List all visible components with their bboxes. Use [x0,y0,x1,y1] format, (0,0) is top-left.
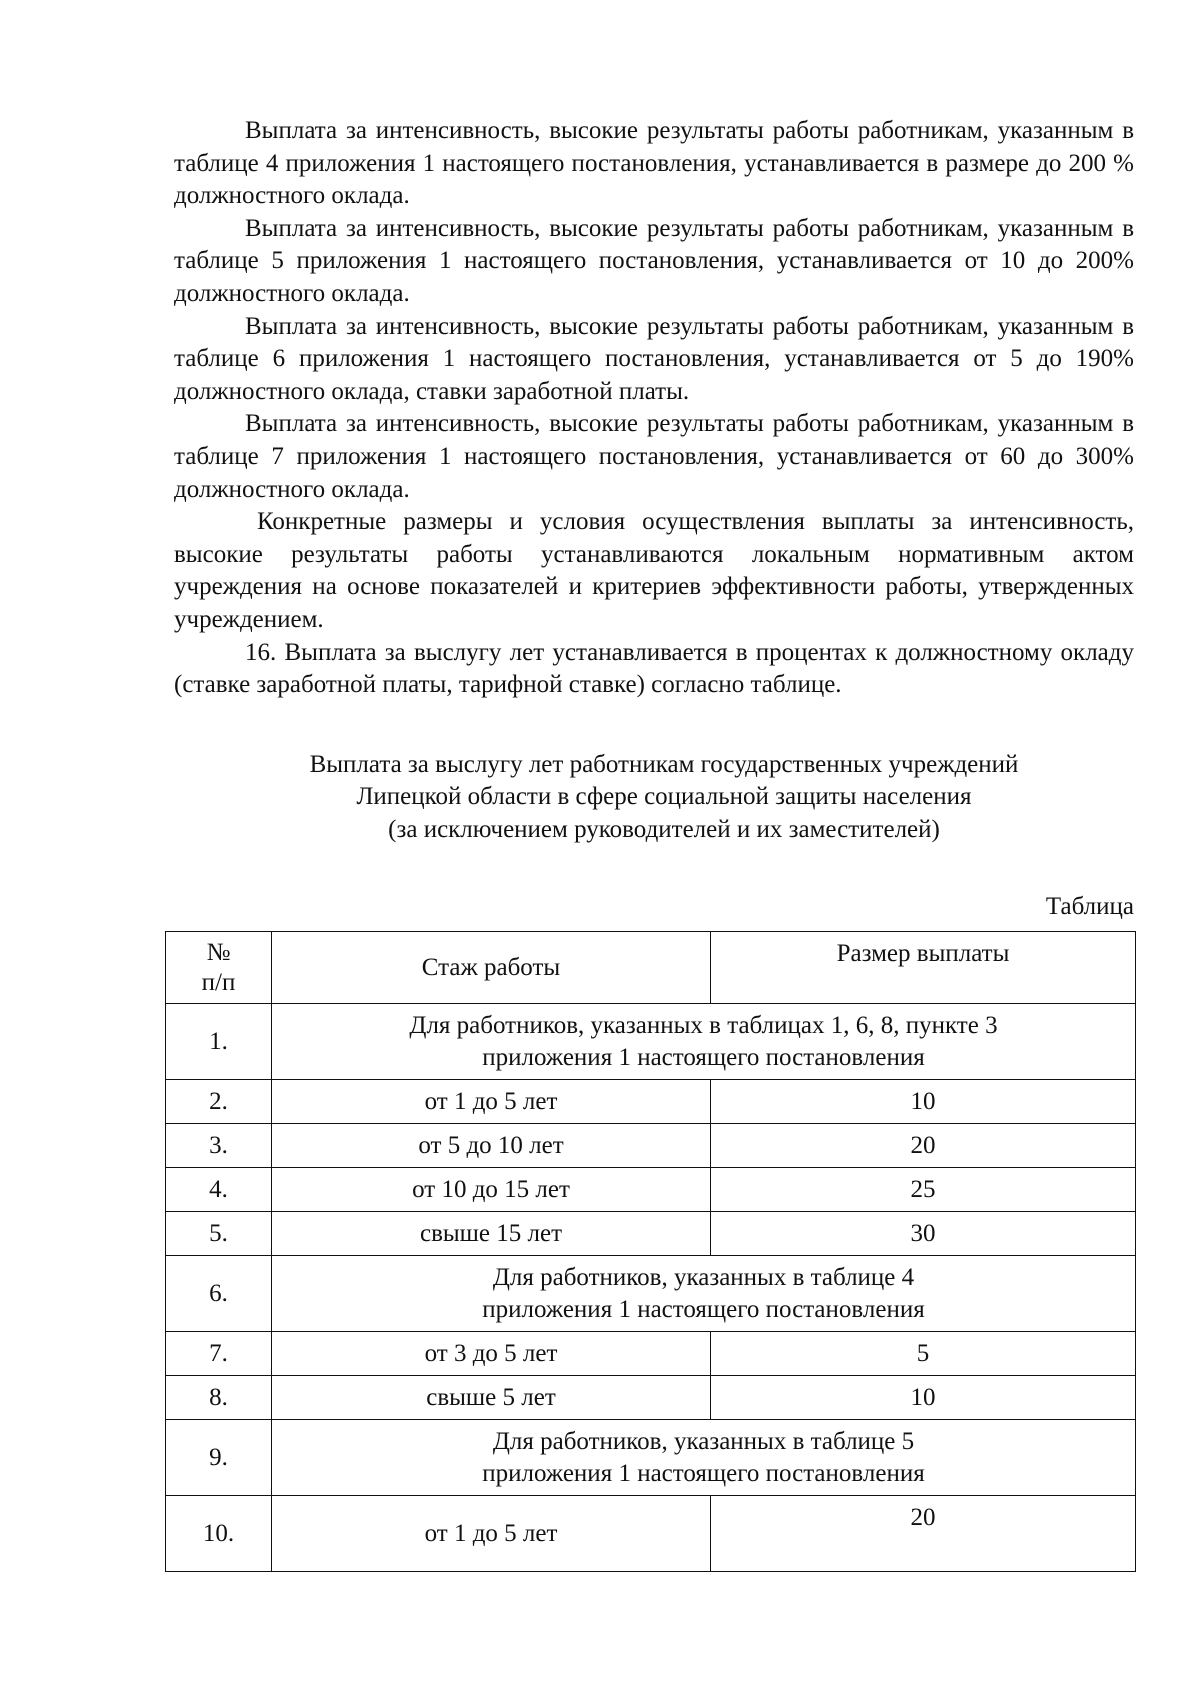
table-row [166,1332,1136,1376]
seniority-table [165,931,1136,1572]
table-row [166,1212,1136,1256]
group-heading [272,1420,1136,1496]
row-experience: от 1 до 5 лет [272,1080,711,1124]
paragraph-specific-sizes: Конкретные размеры и условия осуществления выплаты за интенсивность, высокие результаты работы устанавливаются локальным нормативным актом учреждения на основе показателей и критериев эффективности работы, утвержденных учреждением. [174,508,1134,633]
table-row [166,1080,1136,1124]
table-row [166,1496,1136,1572]
row-amount: 20 [711,1496,1136,1572]
row-experience: свыше 15 лет [272,1212,711,1256]
row-number: 1. [166,1004,272,1080]
heading-line-3: (за исключением руководителей и их заместителей) [388,815,940,843]
table-row [166,1004,1136,1080]
group-heading-line-2: приложения 1 настоящего постановления [482,1459,925,1487]
row-number: 4. [166,1168,272,1212]
row-amount: 5 [711,1332,1136,1376]
row-number: 5. [166,1212,272,1256]
group-heading [272,1004,1136,1080]
paragraph-seniority: 16. Выплата за выслугу лет устанавливается в процентах к должностному окладу (ставке заработной платы, тарифной ставке) согласно таблице. [174,638,1134,699]
table-row [166,1168,1136,1212]
row-experience: от 1 до 5 лет [272,1496,711,1572]
table-row [166,1124,1136,1168]
row-number: 9. [166,1420,272,1496]
document-page [174,115,1134,923]
header-number [166,932,272,1004]
row-experience: от 10 до 15 лет [272,1168,711,1212]
row-number: 6. [166,1256,272,1332]
row-number: 2. [166,1080,272,1124]
row-experience: от 3 до 5 лет [272,1332,711,1376]
table-caption: Таблица [1045,893,1134,921]
header-experience: Стаж работы [272,932,711,1004]
row-number: 8. [166,1376,272,1420]
paragraph-intensity-table7: Выплата за интенсивность, высокие результаты работы работникам, указанным в таблице 7 приложения 1 настоящего постановления, устанавливается от 60 до 300% должностного оклада. [174,410,1134,503]
table-heading [174,749,1134,847]
table-row [166,1420,1136,1496]
group-heading-line-1: Для работников, указанных в таблице 4 [492,1263,915,1291]
header-number-abbr: п/п [201,968,236,996]
group-heading-line-2: приложения 1 настоящего постановления [482,1043,925,1071]
table-row [166,1376,1136,1420]
row-number: 7. [166,1332,272,1376]
table-header-row [166,932,1136,1004]
table-row [166,1256,1136,1332]
row-experience: свыше 5 лет [272,1376,711,1420]
header-amount: Размер выплаты [711,932,1136,1004]
group-heading [272,1256,1136,1332]
heading-line-1: Выплата за выслугу лет работникам государственных учреждений [309,750,1019,778]
group-heading-line-1: Для работников, указанных в таблице 5 [492,1427,915,1455]
row-amount: 20 [711,1124,1136,1168]
row-amount: 30 [711,1212,1136,1256]
header-number-symbol: № [206,938,231,966]
group-heading-line-1: Для работников, указанных в таблицах 1, 6, 8, пункте 3 [409,1011,998,1039]
row-experience: от 5 до 10 лет [272,1124,711,1168]
row-amount: 10 [711,1080,1136,1124]
row-amount: 10 [711,1376,1136,1420]
row-amount: 25 [711,1168,1136,1212]
group-heading-line-2: приложения 1 настоящего постановления [482,1295,925,1323]
row-number: 10. [166,1496,272,1572]
row-number: 3. [166,1124,272,1168]
paragraph-intensity-table4: Выплата за интенсивность, высокие результаты работы работникам, указанным в таблице 4 приложения 1 настоящего постановления, устанавливается в размере до 200 % должностного оклада. [174,117,1134,210]
heading-line-2: Липецкой области в сфере социальной защиты населения [356,783,972,811]
paragraph-intensity-table6: Выплата за интенсивность, высокие результаты работы работникам, указанным в таблице 6 приложения 1 настоящего постановления, устанавливается от 5 до 190% должностного оклада, ставки заработной платы. [174,312,1134,405]
paragraph-intensity-table5: Выплата за интенсивность, высокие результаты работы работникам, указанным в таблице 5 приложения 1 настоящего постановления, устанавливается от 10 до 200% должностного оклада. [174,214,1134,307]
